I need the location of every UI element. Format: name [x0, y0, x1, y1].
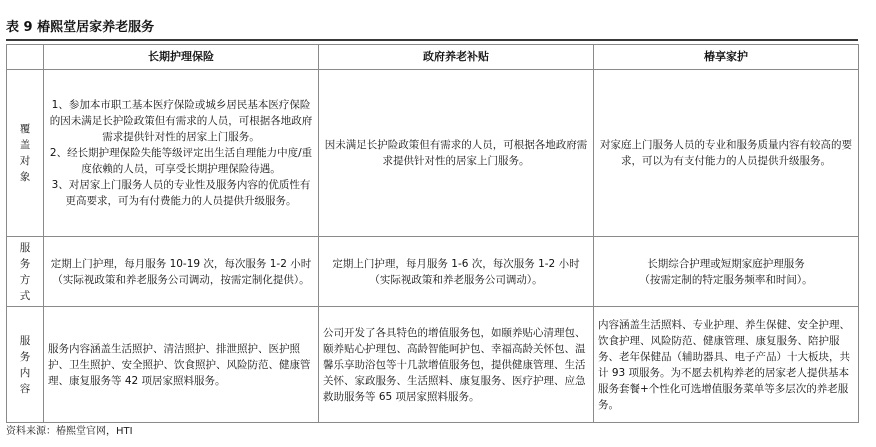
row-label-char: 对 [19, 155, 31, 167]
row-label-char: 服 [19, 241, 31, 254]
header-row [7, 45, 859, 70]
row-label-char: 内 [19, 366, 31, 379]
header-gov-subsidy: 政府养老补贴 [319, 45, 594, 70]
table-title: 表 9 椿熙堂居家养老服务 [6, 20, 155, 35]
row-label-char: 务 [19, 350, 31, 363]
header-chunxiang: 椿享家护 [594, 45, 859, 70]
cell-coverage-ltc: 1、参加本市职工基本医疗保险或城乡居民基本医疗保险的因未满足长护险政策但有需求的人员，可根据各地政府需求提供针对性的居家上门服务。 2、经长期护理保险失能等级评定出生活自理能力中度/重度依赖的人员，可享受长期护理保险待遇。 3、对居家上门服务人员的专业性及服务内容的优质性有更高要求，可为有付费能力的人员提供升级服务。 [44, 70, 319, 237]
cell-coverage-gov: 因未满足长护险政策但有需求的人员，可根据各地政府需求提供针对性的居家上门服务。 [319, 70, 594, 237]
header-long-term-care: 长期护理保险 [44, 45, 319, 70]
row-label-char: 服 [19, 334, 31, 347]
row-label-char: 方 [19, 273, 31, 286]
services-table [6, 44, 859, 423]
row-label-char: 容 [19, 382, 31, 395]
table-row [7, 237, 859, 307]
cell-content-chunxiang: 内容涵盖生活照料、专业护理、养生保健、安全护理、饮食护理、风险防范、健康管理、康复服务、陪护服务、老年保健品（辅助器具、电子产品）十大板块，共计 93 项服务。为不愿去机构养老的居家老人提供基本服务套餐+个性化可选增值服务菜单等多层次的养老服务。 [594, 307, 859, 423]
table-row [7, 70, 859, 237]
row-label-char: 务 [19, 257, 31, 270]
cell-method-gov: 定期上门护理，每月服务 1-6 次，每次服务 1-2 小时（实际视政策和养老服务公司调动）。 [319, 237, 594, 307]
cell-coverage-chunxiang: 对家庭上门服务人员的专业和服务质量内容有较高的要求，可以为有支付能力的人员提供升级服务。 [594, 70, 859, 237]
row-label-char: 覆 [19, 123, 31, 135]
cell-method-ltc: 定期上门护理，每月服务 10-19 次，每次服务 1-2 小时 （实际视政策和养老服务公司调动，按需定制化提供）。 [44, 237, 319, 307]
cell-content-gov: 公司开发了各具特色的增值服务包，如颐养贴心清理包、颐养贴心护理包、高龄智能呵护包、幸福高龄关怀包、温馨乐享助浴包等十几款增值服务包，提供健康管理、生活关怀、家政服务、生活照料、康复服务、医疗护理、应急救助服务等 65 项居家照料服务。 [319, 307, 594, 423]
cell-method-chunxiang: 长期综合护理或短期家庭护理服务 （按需定制的特定服务频率和时间）。 [594, 237, 859, 307]
row-label-content [7, 307, 44, 423]
title-rule [6, 39, 858, 41]
row-label-char: 盖 [19, 139, 31, 151]
table-row [7, 307, 859, 423]
cell-content-ltc: 服务内容涵盖生活照护、清洁照护、排泄照护、医护照护、卫生照护、安全照护、饮食照护、风险防范、健康管理、康复服务等 42 项居家照料服务。 [44, 307, 319, 423]
row-label-char: 式 [19, 289, 31, 302]
header-corner [7, 45, 44, 70]
row-label-method [7, 237, 44, 307]
source-note: 资料来源：椿熙堂官网，HTI [6, 426, 133, 437]
row-label-char: 象 [19, 171, 31, 183]
row-label-coverage [7, 70, 44, 237]
